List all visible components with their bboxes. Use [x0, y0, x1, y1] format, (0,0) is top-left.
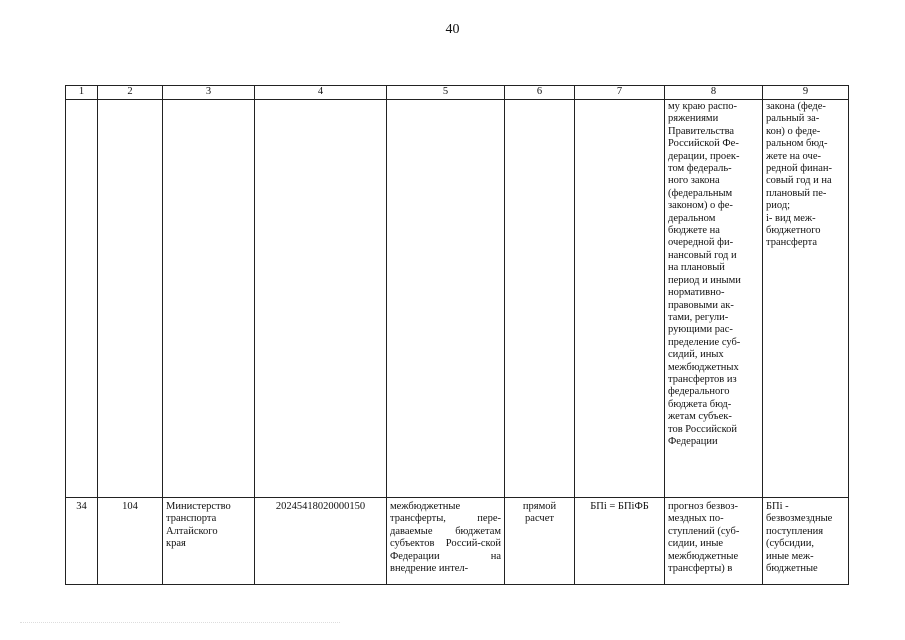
cell-empty	[98, 100, 163, 498]
column-header-2: 2	[98, 86, 163, 100]
table-row	[66, 498, 849, 585]
column-header-6: 6	[505, 86, 575, 100]
budget-revenue-table	[65, 85, 849, 585]
column-header-5: 5	[387, 86, 505, 100]
cell-indicator-description-cont: закона (феде- ральный за- кон) о феде- ральном бюд- жете на оче- редной финан- совый год и на плановый пе- риод; i- вид меж- бюджетного трансферта	[763, 100, 849, 498]
column-header-7: 7	[575, 86, 665, 100]
cell-administrator-name: Министерство транспорта Алтайского края	[163, 498, 255, 585]
cell-formula: БПi = БПiФБ	[575, 498, 665, 585]
cell-row-number: 34	[66, 498, 98, 585]
cell-revenue-name: межбюджетные трансферты, пере-даваемые бюджетам субъектов Россий-ской Федерации на внедрение интел-	[387, 498, 505, 585]
cell-calculation-description: прогноз безвоз- мездных по- ступлений (суб- сидии, иные межбюджетные трансферты) в	[665, 498, 763, 585]
page-number: 40	[445, 22, 460, 37]
cell-admin-code: 104	[98, 498, 163, 585]
cell-empty	[575, 100, 665, 498]
column-header-3: 3	[163, 86, 255, 100]
cell-empty	[66, 100, 98, 498]
scan-artifact	[20, 622, 340, 627]
column-number-row	[66, 86, 849, 100]
cell-empty	[255, 100, 387, 498]
cell-empty	[505, 100, 575, 498]
cell-calculation-description-cont: му краю распо- ряжениями Правительства Российской Фе- дерации, проек- том федераль- ного закона (федеральным законом) о фе- деральном бюджете на очередной фи- нансовый год и на плановый период и иными нормативно- правовыми ак- тами, регули- рующими рас- пределение суб- сидий, иных межбюджетных трансфертов из федерального бюджета бюд- жетам субъек- тов Российской Федерации	[665, 100, 763, 498]
cell-empty	[387, 100, 505, 498]
column-header-1: 1	[66, 86, 98, 100]
cell-classification-code: 20245418020000150	[255, 498, 387, 585]
cell-forecast-method: прямой расчет	[505, 498, 575, 585]
column-header-4: 4	[255, 86, 387, 100]
cell-empty	[163, 100, 255, 498]
column-header-8: 8	[665, 86, 763, 100]
continuation-row	[66, 100, 849, 498]
cell-indicator-description: БПi - безвозмездные поступления (субсидии, иные меж- бюджетные	[763, 498, 849, 585]
column-header-9: 9	[763, 86, 849, 100]
